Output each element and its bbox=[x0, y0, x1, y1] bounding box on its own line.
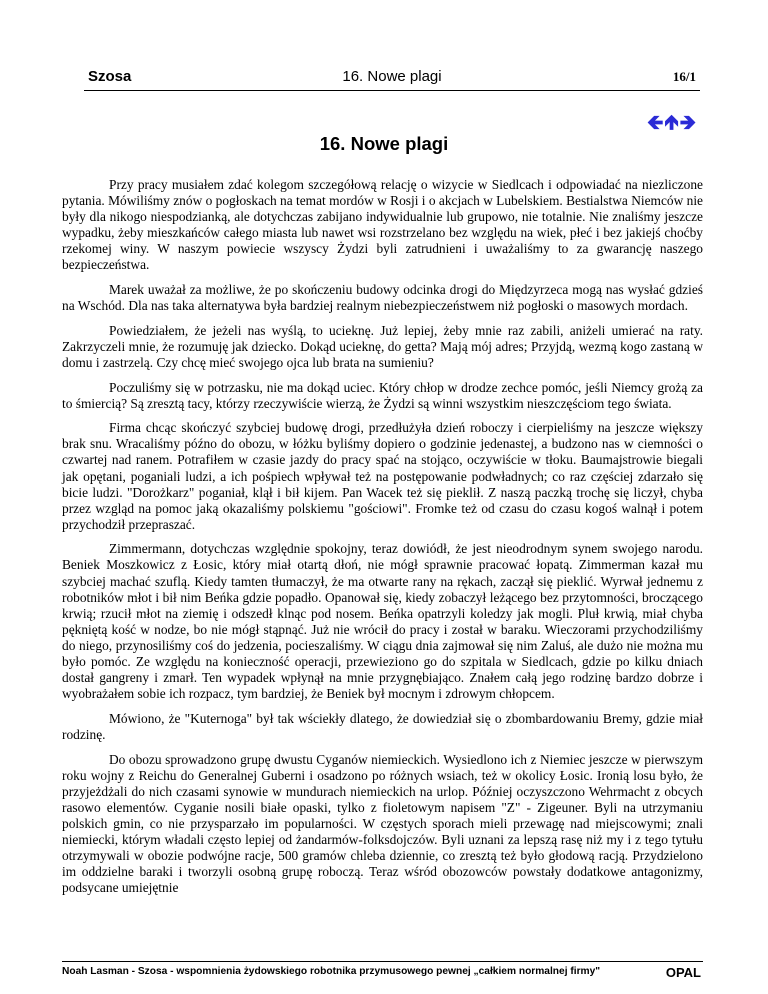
page-footer bbox=[62, 961, 703, 980]
paragraph: Firma chcąc skończyć szybciej budowę drogi, przedłużyła dzień roboczy i cierpieliśmy na jeszcze większy brak snu. Wracaliśmy późno do obozu, w łóżku byliśmy dopiero o godzinie jedenastej, a budzono nas w ciemności o czwartej nad ranem. Potrafiłem w czasie jazdy do pracy spać na stojąco, oczywiście w tłoku. Baumajstrowie biegali jak opętani, poganiali ludzi, a ich pośpiech wpływał też na postępowanie podwładnych; co raz częściej zdarzało się bicie ludzi. "Dorożkarz" poganiał, klął i bił kijem. Pan Wacek też się pieklił. Z naszą paczką trochę się liczył, chyba przez wzgląd na pomoc jaką okazaliśmy polskiemu "gościowi". Fromke też od czasu do czasu kogoś walnął i potem przychodził przepraszać. bbox=[62, 420, 703, 532]
publisher-logo: OPAL bbox=[665, 965, 701, 980]
paragraph: Powiedziałem, że jeżeli nas wyślą, to ucieknę. Już lepiej, żeby mnie raz zabili, aniżeli umierać na raty. Zakrzyczeli mnie, że rozumuję jak dziecko. Dokąd ucieknę, do getta? Mają mój adres; Przyjdą, wezmą kogo zastaną w domu i zastrzelą. Czy chcę mieć swojego ojca lub brata na sumieniu? bbox=[62, 322, 703, 370]
chapter-heading: 16. Nowe plagi bbox=[319, 133, 449, 154]
arrow-right-icon[interactable]: 🡺 bbox=[679, 110, 696, 134]
chapter-navigation bbox=[647, 112, 696, 132]
paragraph: Marek uważał za możliwe, że po skończeniu budowy odcinka drogi do Międzyrzeca mogą nas wysłać gdzieś na Wschód. Dla nas taka alternatywa była bardziej realnym niebezpieczeństwem niż pogłoski o masowych mordach. bbox=[62, 282, 703, 314]
footer-citation: Noah Lasman - Szosa - wspomnienia żydowskiego robotnika przymusowego pewnej „całkiem normalnej firmy" bbox=[62, 966, 601, 977]
chapter-body bbox=[62, 177, 703, 905]
paragraph: Zimmermann, dotychczas względnie spokojny, teraz dowiódł, że jest nieodrodnym synem swojego narodu. Beniek Moszkowicz z Łosic, który miał otartą dłoń, nie mógł sprawnie pracować łopatą. Zimmerman kazał mu szybciej machać szuflą. Kiedy tamten tłumaczył, że ma otwarte rany na rękach, zaczął się pieklić. Wyrwał jednemu z robotników młot i bił nim Beńka gdzie popadło. Opanował się, kiedy zobaczył leżącego bez przytomności, broczącego krwią; rzucił młot na ziemię i odszedł klnąc pod nosem. Beńka opatrzyli koledzy jak mogli. Pluł krwią, miał chyba pękniętą kość w nodze, bo nie mógł stąpnąć. Już nie wrócił do pracy i został w baraku. Wieczorami przychodziliśmy do niego, przynosiliśmy coś do jedzenia, pocieszaliśmy. W ciągu dnia zajmował się nim Zaluś, ale dużo nie można mu było pomóc. Ze względu na konieczność operacji, przewieziono go do szpitala w Siedlcach, gdzie po kilku dniach dostał gangreny i zmarł. Ten wypadek wpłynął na mnie przygnębiająco. Znałem całą jego rodzinę bardzo dobrze i wyobrażałem sobie ich rozpacz, tym bardziej, że Beniek był mocnym i zdrowym chłopcem. bbox=[62, 541, 703, 702]
arrow-left-icon[interactable]: 🡸 bbox=[647, 110, 664, 134]
running-chapter-title: 16. Nowe plagi bbox=[342, 68, 442, 85]
page-header bbox=[84, 66, 700, 91]
paragraph: Poczuliśmy się w potrzasku, nie ma dokąd uciec. Który chłop w drodze zechce pomóc, jeśli Niemcy grożą za to śmiercią? Są zresztą tacy, którzy rzeczywiście wierzą, że Żydzi są winni wszystkim nieszczęściom tego świata. bbox=[62, 379, 703, 411]
paragraph: Mówiono, że "Kuternoga" był tak wściekły dlatego, że dowiedział się o zbombardowaniu Bremy, gdzie miał rodzinę. bbox=[62, 710, 703, 742]
paragraph: Przy pracy musiałem zdać kolegom szczegółową relację o wizycie w Siedlcach i odpowiadać na niezliczone pytania. Mówiliśmy znów o pogłoskach na temat mordów w Rosji i o akcjach w Lubelskiem. Bestialstwa Niemców nie były dla nikogo niespodzianką, ale dotychczas zabijano indywidualnie lub grupowo, nie totalnie. Nie znaliśmy jeszcze wypadku, żeby mieszkańców całego miasta lub nawet wsi rozstrzelano bez względu na wiek, płeć i bez jakiejś choćby rzekomej winy. W naszym powiecie wszyscy Żydzi byli zatrudnieni i uważaliśmy to za gwarancję naszego bezpieczeństwa. bbox=[62, 177, 703, 273]
arrow-up-icon[interactable]: 🡹 bbox=[664, 110, 679, 134]
book-title: Szosa bbox=[88, 68, 132, 85]
page-number: 16/1 bbox=[672, 69, 696, 84]
paragraph: Do obozu sprowadzono grupę dwustu Cyganów niemieckich. Wysiedlono ich z Niemiec jeszcze w pierwszym roku wojny z Reichu do Generalnej Guberni i osadzono po różnych wsiach, też w okolicy Łosic. Ironią losu było, że przyjeżdżali do nich czasami synowie w mundurach niemieckich na urlop. Później oczyszczono Wehrmacht z obcych rasowo elementów. Cyganie nosili białe opaski, tylko z fioletowym napisem "Z" - Zigeuner. Byli na utrzymaniu polskich gmin, co nie przysparzało im popularności. W częstych sporach mieli przewagę nad miejscowymi; znali niemiecki, którym władali często lepiej od żandarmów-folksdojczów. Byli uznani za lepszą rasę niż my i z tego tytułu otrzymywali w obozie podwójne racje, 500 gramów chleba dziennie, co zresztą też było głodową racją. Przydzielono im oddzielne baraki i tworzyli osobną grupę roboczą. Teraz wśród obozowców powstały dodatkowe antagonizmy, podsycane umiejętnie bbox=[62, 751, 703, 896]
